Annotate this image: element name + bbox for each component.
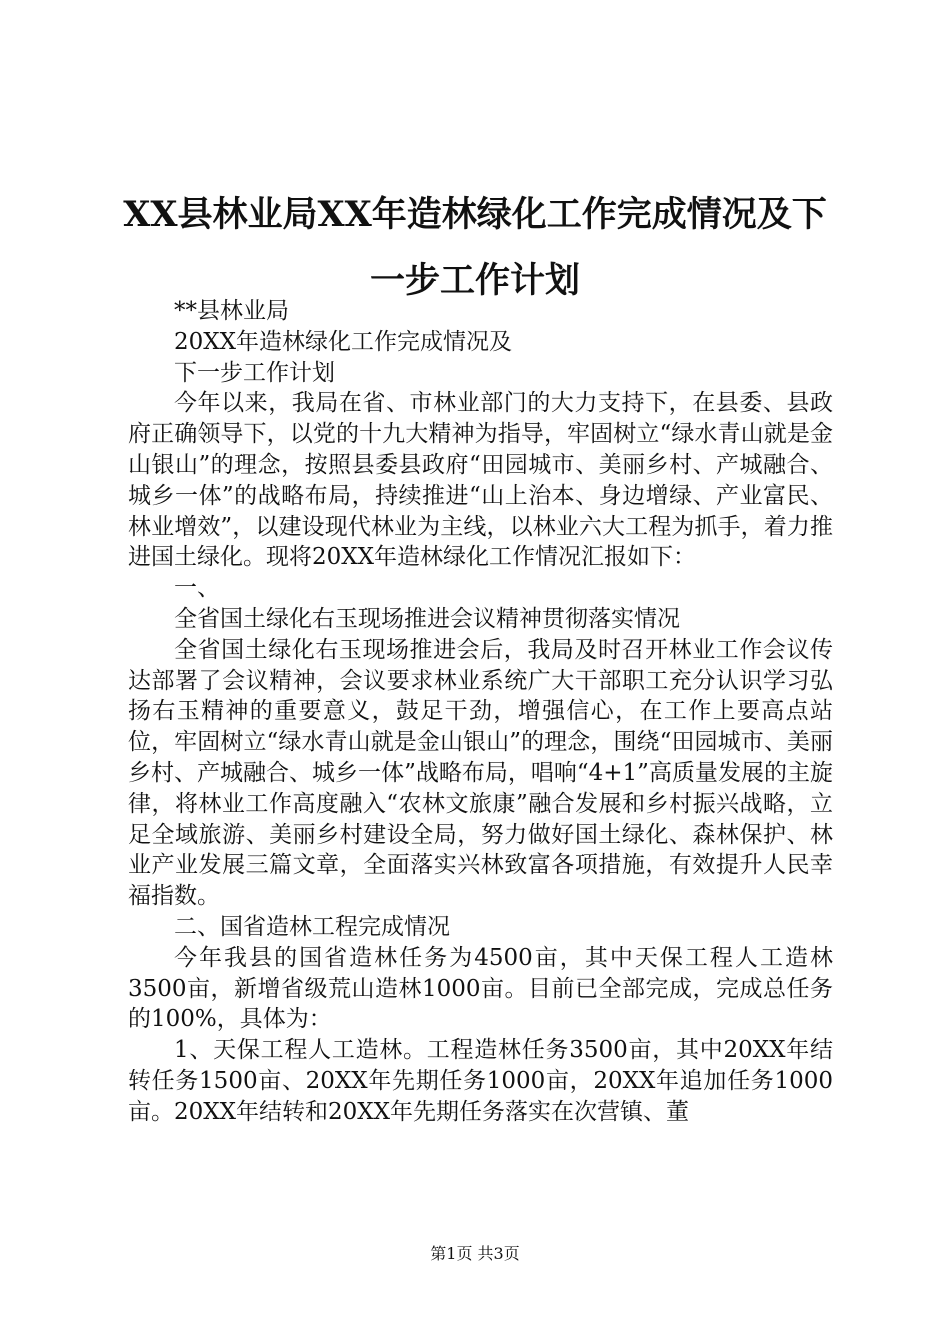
document-body xyxy=(128,296,833,1128)
paragraph: 今年我县的国省造林任务为4500亩，其中天保工程人工造林3500亩，新增省级荒山造林1000亩。目前已全部完成，完成总任务的100%，具体为： xyxy=(128,944,833,1033)
paragraph: 今年以来，我局在省、市林业部门的大力支持下，在县委、县政府正确领导下，以党的十九大精神为指导，牢固树立“绿水青山就是金山银山”的理念，按照县委县政府“田园城市、美丽乡村、产城融合、城乡一体”的战略布局，持续推进“山上治本、身边增绿、产业富民、林业增效”，以建设现代林业为主线，以林业六大工程为抓手，着力推进国土绿化。现将20XX年造林绿化工作情况汇报如下： xyxy=(128,390,833,571)
title-line-2: 一步工作计划 xyxy=(369,260,580,301)
paragraph: **县林业局 xyxy=(174,298,289,324)
paragraph: 一、 xyxy=(174,575,220,602)
paragraph: 下一步工作计划 xyxy=(174,359,335,386)
paragraph: 20XX年造林绿化工作完成情况及 xyxy=(174,328,513,355)
paragraph: 二、国省造林工程完成情况 xyxy=(174,913,450,940)
paragraph: 全省国土绿化右玉现场推进会议精神贯彻落实情况 xyxy=(174,605,680,632)
paragraph: 全省国土绿化右玉现场推进会后，我局及时召开林业工作会议传达部署了会议精神，会议要求林业系统广大干部职工充分认识学习弘扬右玉精神的重要意义，鼓足干劲，增强信心，在工作上要高点站位，牢固树立“绿水青山就是金山银山”的理念，围绕“田园城市、美丽乡村、产城融合、城乡一体”战略布局，唱响“4+1”高质量发展的主旋律，将林业工作高度融入“农林文旅康”融合发展和乡村振兴战略，立足全域旅游、美丽乡村建设全局，努力做好国土绿化、森林保护、林业产业发展三篇文章，全面落实兴林致富各项措施，有效提升人民幸福指数。 xyxy=(128,636,833,910)
document-title xyxy=(110,182,840,314)
title-line-1: XX县林业局XX年造林绿化工作完成情况及下 xyxy=(123,194,827,235)
page-footer: 第1页 共3页 xyxy=(430,1244,520,1263)
paragraph: 1、天保工程人工造林。工程造林任务3500亩，其中20XX年结转任务1500亩、20XX年先期任务1000亩，20XX年追加任务1000亩。20XX年结转和20XX年先期任务落实在次营镇、董 xyxy=(128,1037,833,1125)
